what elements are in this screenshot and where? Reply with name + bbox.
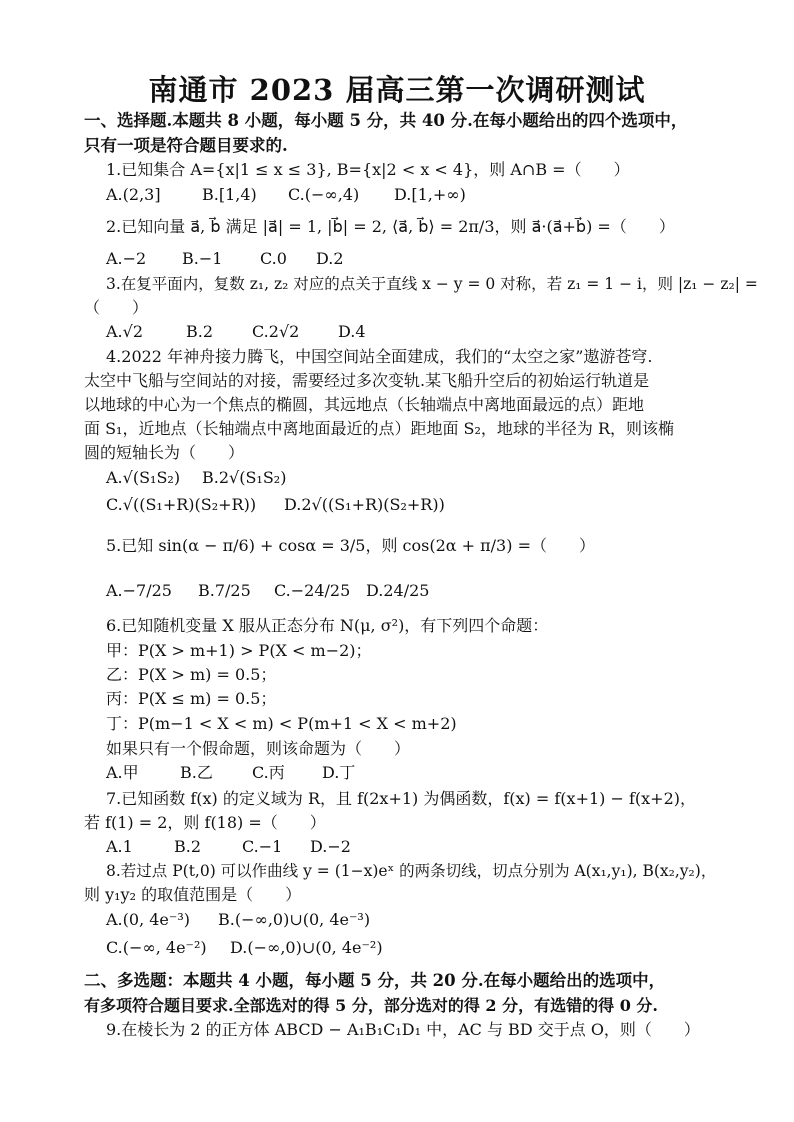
section2-heading-line2: 有多项符合题目要求.全部选对的得 5 分，部分选对的得 2 分，有选错的得 0 分.: [84, 996, 658, 1015]
q4-option-b: B.2√(S₁S₂): [202, 468, 287, 487]
q4-option-c: C.√((S₁+R)(S₂+R)): [106, 495, 257, 514]
q6-option-a: A.甲: [106, 763, 139, 782]
q6-statement-jia: 甲：P(X > m+1) > P(X < m−2)；: [106, 641, 372, 660]
q3-options: [106, 321, 754, 343]
q2-option-c: C.0: [260, 249, 287, 268]
q6-option-c: C.丙: [252, 763, 285, 782]
q4-line2: 太空中飞船与空间站的对接，需要经过多次变轨.某飞船升空后的初始运行轨道是: [84, 371, 650, 390]
q3-answer-paren: （ ）: [84, 298, 149, 317]
q5-option-c: C.−24/25: [274, 581, 351, 600]
q2-option-b: B.−1: [182, 249, 223, 268]
q1-option-b: B.[1,4): [202, 185, 257, 204]
exam-title: 南通市 2023 届高三第一次调研测试: [148, 73, 646, 107]
q7-option-c: C.−1: [242, 837, 283, 856]
q5-option-d: D.24/25: [366, 581, 430, 600]
q2-stem: 2.已知向量 a⃗, b⃗ 满足 |a⃗| = 1, |b⃗| = 2, ⟨a⃗, b⃗⟩ = 2π/3，则 a⃗·(a⃗+b⃗) =（ ）: [106, 217, 675, 236]
q4-options-ab: [106, 467, 754, 489]
q1-options: [106, 184, 754, 206]
q4-line4: 面 S₁，近地点（长轴端点中离地面最近的点）距地面 S₂，地球的半径为 R，则该椭: [84, 419, 675, 438]
q4-line3: 以地球的中心为一个焦点的椭圆，其远地点（长轴端点中离地面最远的点）距地: [84, 395, 645, 414]
section2-heading-line1: 二、多选题：本题共 4 小题，每小题 5 分，共 20 分.在每小题给出的选项中，: [84, 971, 666, 990]
q1-option-a: A.(2,3]: [106, 185, 161, 204]
q6-option-d: D.丁: [322, 763, 356, 782]
q1-option-d: D.[1,+∞): [394, 185, 466, 204]
q8-option-d: D.(−∞,0)∪(0, 4e⁻²): [230, 938, 383, 957]
q9-stem: 9.在棱长为 2 的正方体 ABCD − A₁B₁C₁D₁ 中，AC 与 BD 交于点 O，则（ ）: [106, 1020, 700, 1039]
q7-line2: 若 f(1) = 2，则 f(18) =（ ）: [84, 813, 326, 832]
q5-options: [106, 580, 754, 602]
q3-option-b: B.2: [186, 322, 214, 341]
q7-option-a: A.1: [106, 837, 133, 856]
q5-option-b: B.7/25: [198, 581, 251, 600]
q6-statement-yi: 乙：P(X > m) = 0.5；: [106, 665, 277, 684]
q6-stem: 6.已知随机变量 X 服从正态分布 N(μ, σ²)，有下列四个命题：: [106, 616, 549, 635]
q2-options: [106, 248, 754, 270]
section1-heading-line1: 一、选择题.本题共 8 小题，每小题 5 分，共 40 分.在每小题给出的四个选项中，: [84, 111, 688, 130]
q3-stem: 3.在复平面内，复数 z₁, z₂ 对应的点关于直线 x − y = 0 对称，若 z₁ = 1 − i，则 |z₁ − z₂| =: [106, 275, 758, 293]
q6-statement-bing: 丙：P(X ≤ m) = 0.5；: [106, 689, 277, 708]
q8-line1: 8.若过点 P(t,0) 可以作曲线 y = (1−x)eˣ 的两条切线，切点分别为 A(x₁,y₁), B(x₂,y₂)，: [106, 862, 717, 880]
q5-option-a: A.−7/25: [106, 581, 172, 600]
q4-option-d: D.2√((S₁+R)(S₂+R)): [284, 495, 445, 514]
q8-option-a: A.(0, 4e⁻³): [106, 910, 190, 929]
q8-option-c: C.(−∞, 4e⁻²): [106, 938, 207, 957]
q4-option-a: A.√(S₁S₂): [106, 468, 181, 487]
q6-question: 如果只有一个假命题，则该命题为（ ）: [106, 739, 411, 758]
q8-options-cd: [106, 937, 754, 959]
q6-options: [106, 762, 754, 784]
q4-options-cd: [106, 494, 754, 516]
q3-option-c: C.2√2: [252, 322, 300, 341]
q7-option-b: B.2: [174, 837, 202, 856]
q1-stem: 1.已知集合 A={x|1 ≤ x ≤ 3}, B={x|2 < x < 4}，则 A∩B =（ ）: [106, 160, 630, 179]
section1-heading-line2: 只有一项是符合题目要求的.: [84, 136, 288, 155]
q3-option-d: D.4: [338, 322, 366, 341]
q7-options: [106, 836, 754, 858]
q7-option-d: D.−2: [310, 837, 351, 856]
q1-option-c: C.(−∞,4): [288, 185, 360, 204]
q5-stem: 5.已知 sin(α − π/6) + cosα = 3/5，则 cos(2α + π/3) =（ ）: [106, 536, 595, 555]
q2-option-d: D.2: [316, 249, 344, 268]
q8-option-b: B.(−∞,0)∪(0, 4e⁻³): [218, 910, 371, 929]
q2-option-a: A.−2: [106, 249, 147, 268]
q7-line1: 7.已知函数 f(x) 的定义域为 R，且 f(2x+1) 为偶函数，f(x) = f(x+1) − f(x+2)，: [106, 789, 696, 808]
q8-options-ab: [106, 909, 754, 931]
q3-option-a: A.√2: [106, 322, 144, 341]
q6-statement-ding: 丁：P(m−1 < X < m) < P(m+1 < X < m+2): [106, 714, 457, 733]
q8-line2: 则 y₁y₂ 的取值范围是（ ）: [84, 885, 302, 904]
q6-option-b: B.乙: [180, 763, 213, 782]
q4-line1: 4.2022 年神舟接力腾飞，中国空间站全面建成，我们的“太空之家”遨游苍穹.: [106, 347, 653, 366]
q4-line5: 圆的短轴长为（ ）: [84, 443, 245, 462]
